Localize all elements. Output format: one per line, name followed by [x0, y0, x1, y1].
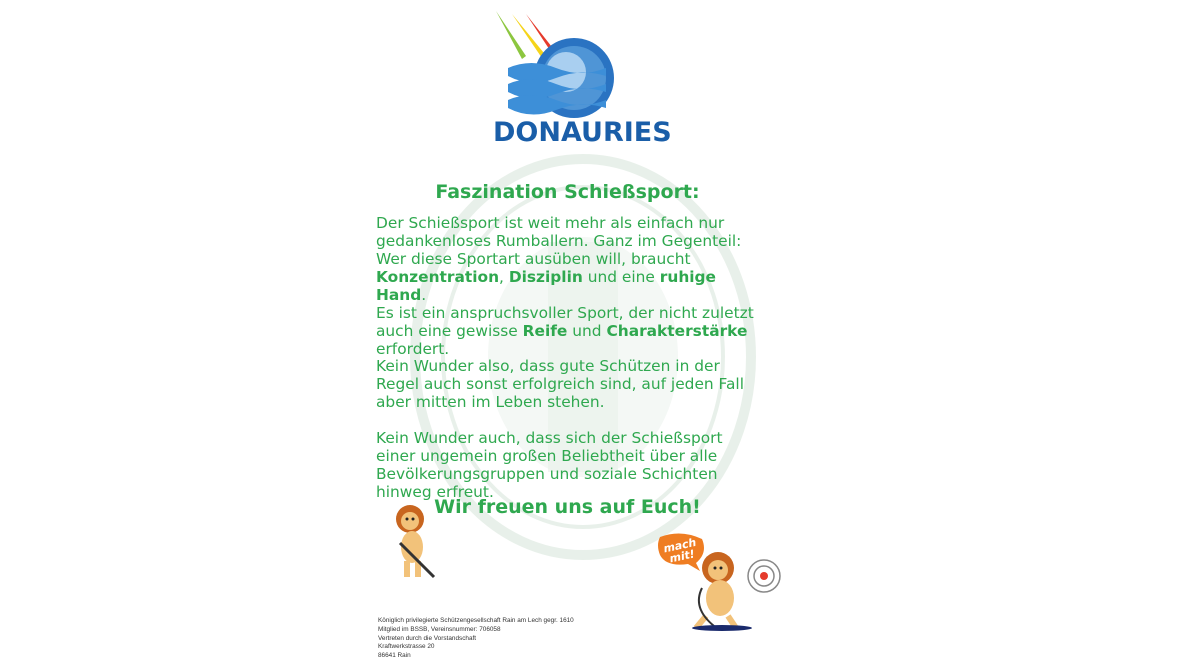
logo-wordmark: DONAURIES: [493, 117, 672, 148]
page-heading: Faszination Schießsport:: [435, 181, 700, 203]
footer-line: Königlich privilegierte Schützengesellschaft Rain am Lech gegr. 1610: [378, 617, 574, 624]
mach-mit-badge: [656, 533, 706, 571]
paragraph-1: Der Schießsport ist weit mehr als einfach nur gedankenloses Rumballern. Ganz im Gegenteil: Wer diese Sportart ausüben will, braucht Konzentration, Disziplin und eine ruhige Hand.: [376, 214, 742, 304]
badge-label: mach mit!: [662, 535, 698, 566]
footer-line: Vertreten durch die Vorstandschaft: [378, 634, 477, 642]
paragraph-3: Kein Wunder also, dass gute Schützen in der Regel auch sonst erfolgreich sind, auf jeden Fall aber mitten im Leben stehen.: [376, 357, 744, 411]
paragraph-4: Kein Wunder auch, dass sich der Schießsport einer ungemein großen Beliebtheit über alle Bevölkerungsgruppen und soziale Schichten hinweg erfreut.: [376, 429, 723, 501]
closing-heading: Wir freuen uns auf Euch!: [434, 496, 701, 518]
footer-imprint: [378, 617, 574, 661]
footer-line: Kraftwerkstrasse 20: [378, 643, 435, 651]
paragraph-2: Es ist ein anspruchsvoller Sport, der nicht zuletzt auch eine gewisse Reife und Charakterstärke erfordert.: [376, 304, 754, 358]
footer-line: 86641 Rain: [378, 652, 411, 660]
footer-line: Mitglied im BSSB, Vereinsnummer: 706058: [378, 625, 501, 633]
lion-mascot-icon: [386, 503, 442, 585]
